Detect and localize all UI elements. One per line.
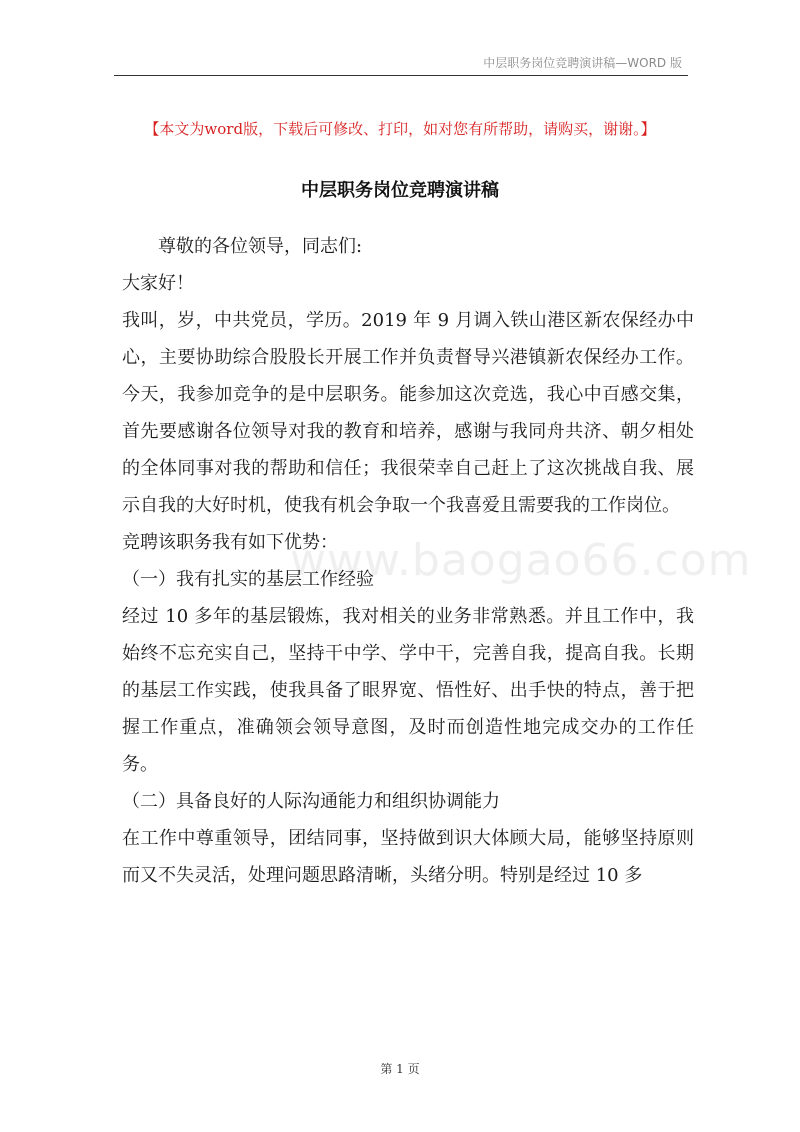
document-title: 中层职务岗位竞聘演讲稿 [301,180,499,201]
greeting: 大家好！ [122,273,194,294]
section-paragraph-1: 经过 10 多年的基层锻炼，我对相关的业务非常熟悉。并且工作中，我始终不忘充实自己，坚持干中学、学中干，完善自我，提高自我。长期的基层工作实践，使我具备了眼界宽、悟性好、出手快的特点，善于把握工作重点，准确领会领导意图，及时而创造性地完成交办的工作任务。 [122,606,694,775]
header-divider [114,75,688,76]
document-body [122,228,694,894]
purchase-notice: 【本文为word版，下载后可修改、打印，如对您有所帮助，请购买，谢谢。】 [144,120,656,138]
advantages-lead: 竞聘该职务我有如下优势： [122,532,338,553]
intro-paragraph: 我叫，岁，中共党员，学历。2019 年 9 月调入铁山港区新农保经办中心，主要协助综合股股长开展工作并负责督导兴港镇新农保经办工作。今天，我参加竞争的是中层职务。能参加这次竞选，我心中百感交集，首先要感谢各位领导对我的教育和培养，感谢与我同舟共济、朝夕相处的全体同事对我的帮助和信任；我很荣幸自己赶上了这次挑战自我、展示自我的大好时机，使我有机会争取一个我喜爱且需要我的工作岗位。 [122,310,694,516]
watermark: www.baogao66.com [290,535,752,586]
section-heading-1: （一）我有扎实的基层工作经验 [122,569,374,590]
running-header: 中层职务岗位竞聘演讲稿—WORD 版 [483,56,682,70]
section-paragraph-2: 在工作中尊重领导，团结同事，坚持做到识大体顾大局，能够坚持原则而又不失灵活，处理问题思路清晰，头绪分明。特别是经过 10 多 [122,828,694,886]
salutation: 尊敬的各位领导，同志们: [158,236,363,257]
section-heading-2: （二）具备良好的人际沟通能力和组织协调能力 [122,791,500,812]
page-number: 第 1 页 [380,1062,420,1076]
